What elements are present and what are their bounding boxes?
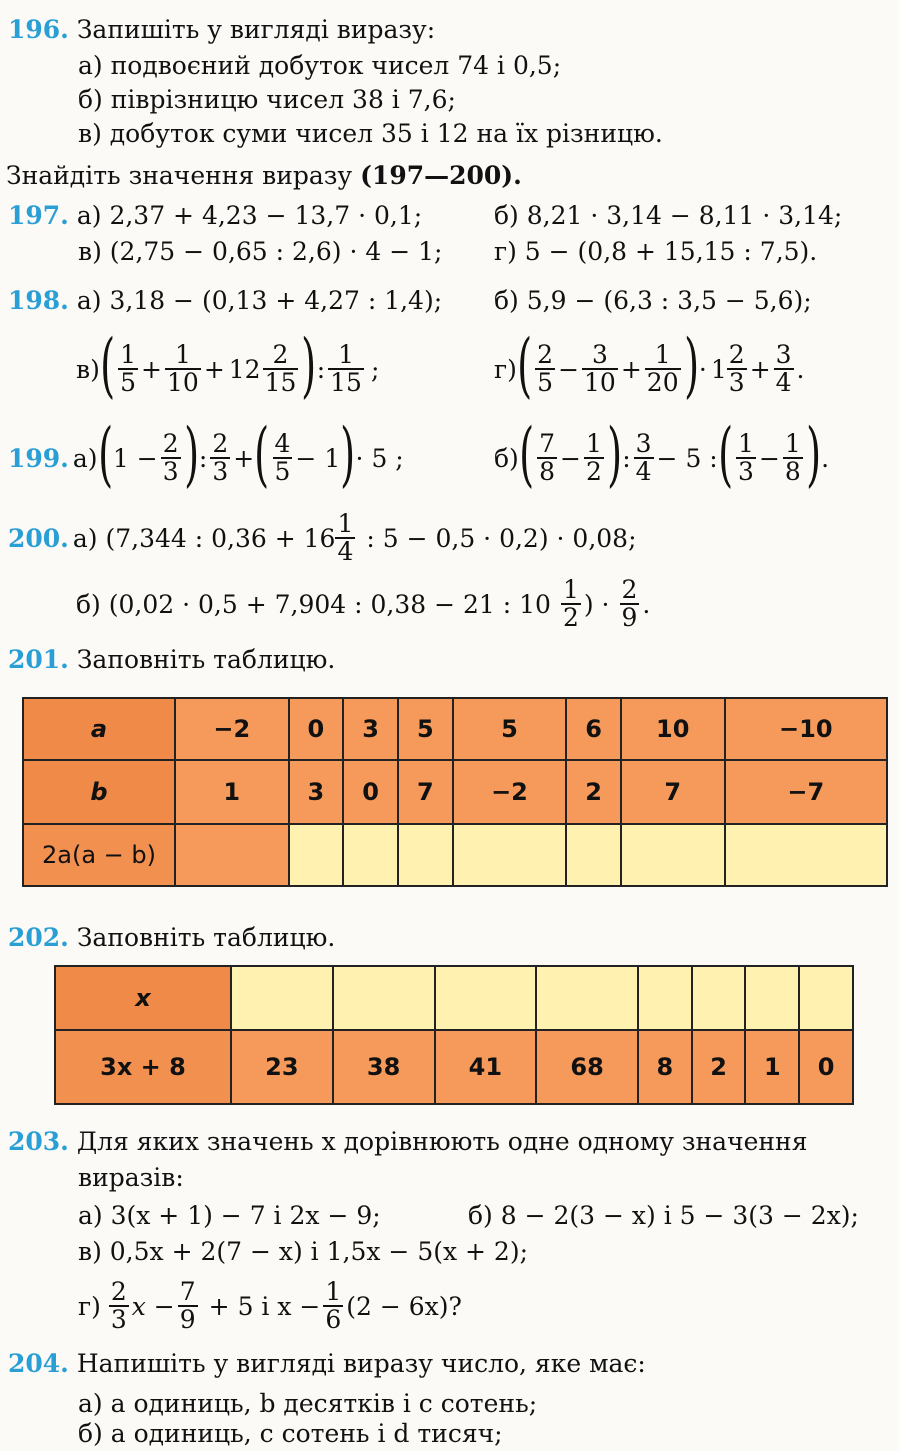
- item-label: в): [76, 354, 100, 384]
- problem-text: а) 3,18 − (0,13 + 4,27 : 1,4);: [76, 286, 443, 315]
- operator: +: [233, 443, 255, 473]
- operator: +: [749, 354, 771, 384]
- problem-text: Заповніть таблицю.: [76, 645, 336, 674]
- fraction: $\frac{1}{2}$: [562, 575, 579, 632]
- fraction: $\frac{3}{4}$: [635, 429, 652, 486]
- table-cell-empty: [175, 824, 289, 886]
- operator: :: [198, 443, 208, 473]
- punct: .: [642, 589, 651, 619]
- fraction: $\frac{7}{9}$: [179, 1277, 196, 1334]
- problem-198-c: [76, 324, 383, 406]
- table-row-x: [55, 966, 853, 1030]
- problem-203-a: а) 3(x + 1) − 7 і 2x − 9;: [78, 1201, 381, 1230]
- fraction: $\frac{4}{5}$: [274, 429, 291, 486]
- intro-range: (197—200).: [360, 161, 522, 190]
- problem-196-a: а) подвоєний добуток чисел 74 і 0,5;: [78, 51, 562, 80]
- fraction: $\frac{1}{6}$: [325, 1277, 342, 1334]
- problem-198-d: [494, 324, 805, 406]
- table-cell-empty: [566, 824, 621, 886]
- table-cell: 2: [566, 760, 621, 824]
- fraction: $\frac{1}{20}$: [646, 340, 679, 397]
- right-paren: ): [805, 413, 821, 495]
- problem-204-a: а) a одиниць, b десятків і c сотень;: [78, 1389, 538, 1418]
- term: ) ·: [583, 589, 610, 619]
- table-cell: 3: [343, 698, 398, 760]
- right-paren: ): [683, 324, 699, 406]
- punct: .: [821, 443, 830, 473]
- table-cell-empty: [725, 824, 887, 886]
- table-cell: 7: [621, 760, 725, 824]
- problem-number: 203.: [8, 1127, 69, 1156]
- table-cell: 7: [398, 760, 453, 824]
- operator: :: [316, 354, 326, 384]
- right-paren: ): [607, 413, 623, 495]
- table-cell-empty: [333, 966, 435, 1030]
- problem-number: 204.: [8, 1349, 69, 1378]
- table-cell-empty: [638, 966, 692, 1030]
- left-paren: (: [518, 413, 534, 495]
- fraction: $\frac{1}{3}$: [738, 429, 754, 486]
- row-header: a: [23, 698, 175, 760]
- table-cell-empty: [745, 966, 799, 1030]
- problem-text: Для яких значень x дорівнюють одне одному значення: [76, 1127, 808, 1156]
- problem-200-b: [76, 572, 650, 636]
- fraction: $\frac{2}{3}$: [162, 429, 179, 486]
- table-cell-empty: [398, 824, 453, 886]
- term: x −: [131, 1291, 175, 1321]
- problem-text: Заповніть таблицю.: [76, 923, 336, 952]
- table-cell: 0: [289, 698, 344, 760]
- fraction: $\frac{3}{10}$: [584, 340, 616, 397]
- table-cell-empty: [435, 966, 537, 1030]
- problem-201-header: [8, 644, 335, 676]
- table-cell: −2: [175, 698, 289, 760]
- left-paren: (: [717, 413, 733, 495]
- table-cell: −2: [453, 760, 567, 824]
- problem-203-header-cont: виразів:: [78, 1163, 184, 1192]
- table-cell: 1: [175, 760, 289, 824]
- problem-number: 201.: [8, 645, 69, 674]
- whole-part: 1: [710, 354, 727, 384]
- left-paren: (: [99, 324, 115, 406]
- problem-202-header: [8, 922, 335, 954]
- fraction: $\frac{1}{5}$: [120, 340, 137, 397]
- problem-197-c: в) (2,75 − 0,65 : 2,6) · 4 − 1;: [78, 237, 443, 266]
- table-cell-empty: [536, 966, 638, 1030]
- right-paren: ): [340, 413, 356, 495]
- item-label: а): [72, 443, 98, 473]
- table-cell-empty: [289, 824, 344, 886]
- table-cell: 5: [453, 698, 567, 760]
- operator: :: [622, 443, 631, 473]
- table-row-y: [55, 1030, 853, 1104]
- row-header: 3x + 8: [55, 1030, 231, 1104]
- term: (2 − 6x)?: [346, 1291, 462, 1321]
- fraction: $\frac{3}{4}$: [775, 340, 792, 397]
- term: 1 −: [112, 443, 158, 473]
- term: − 1: [295, 443, 341, 473]
- term: − 5 :: [656, 443, 718, 473]
- table-cell: 3: [289, 760, 344, 824]
- operator: +: [620, 354, 642, 384]
- operator: +: [203, 354, 225, 384]
- table-202: [54, 965, 854, 1105]
- problem-199-b: [494, 413, 830, 496]
- table-cell: 8: [638, 1030, 692, 1104]
- right-paren: ): [183, 413, 199, 495]
- row-header: x: [55, 966, 231, 1030]
- item-label: г): [494, 354, 517, 384]
- row-header: b: [23, 760, 175, 824]
- problem-197-d: г) 5 − (0,8 + 15,15 : 7,5).: [494, 237, 818, 266]
- table-cell-empty: [231, 966, 333, 1030]
- fraction: $\frac{2}{9}$: [621, 575, 638, 632]
- table-cell-empty: [621, 824, 725, 886]
- problem-203-c: в) 0,5x + 2(7 − x) і 1,5x − 5(x + 2);: [78, 1237, 528, 1266]
- table-row-b: [23, 760, 887, 824]
- problem-number: 198.: [8, 286, 69, 315]
- problem-text: а) 2,37 + 4,23 − 13,7 · 0,1;: [76, 201, 423, 230]
- table-row-a: [23, 698, 887, 760]
- item-label: б): [494, 443, 519, 473]
- term: + 5 і x −: [208, 1291, 321, 1321]
- table-cell: 6: [566, 698, 621, 760]
- problem-197-b: б) 8,21 · 3,14 − 8,11 · 3,14;: [494, 201, 843, 230]
- table-cell-empty: [692, 966, 746, 1030]
- table-cell: 5: [398, 698, 453, 760]
- problem-198-a: [8, 285, 442, 317]
- table-cell: 38: [333, 1030, 435, 1104]
- problem-203-header: [8, 1126, 808, 1158]
- operator: −: [560, 443, 581, 473]
- problem-199-a: [8, 413, 404, 496]
- term: б) (0,02 · 0,5 + 7,904 : 0,38 − 21 : 10: [76, 589, 551, 619]
- fraction: $\frac{2}{3}$: [728, 340, 745, 397]
- table-201: [22, 697, 888, 887]
- problem-number: 199.: [8, 443, 69, 473]
- table-row-result: [23, 824, 887, 886]
- problem-number: 202.: [8, 923, 69, 952]
- left-paren: (: [97, 413, 113, 495]
- table-cell: 68: [536, 1030, 638, 1104]
- fraction: $\frac{2}{15}$: [264, 340, 297, 397]
- fraction: $\frac{1}{8}$: [784, 429, 801, 486]
- problem-204-header: [8, 1348, 646, 1380]
- problem-203-b: б) 8 − 2(3 − x) і 5 − 3(3 − 2x);: [468, 1201, 859, 1230]
- table-cell: 23: [231, 1030, 333, 1104]
- problem-text: Напишіть у вигляді виразу число, яке має:: [76, 1349, 646, 1378]
- table-cell: 41: [435, 1030, 537, 1104]
- intro-text: Знайдіть значення виразу: [6, 161, 361, 190]
- operator: −: [558, 354, 580, 384]
- problem-196-b: б) піврізницю чисел 38 і 7,6;: [78, 85, 456, 114]
- left-paren: (: [254, 413, 270, 495]
- problem-number: 196.: [8, 15, 69, 44]
- fraction: $\frac{7}{8}$: [539, 429, 556, 486]
- operator: ·: [698, 354, 707, 384]
- fraction: $\frac{2}{5}$: [537, 340, 554, 397]
- table-cell: −10: [725, 698, 887, 760]
- table-cell-empty: [453, 824, 567, 886]
- problem-text: Запишіть у вигляді виразу:: [76, 15, 436, 44]
- item-label: г): [78, 1291, 101, 1321]
- problem-number: 200.: [8, 523, 69, 553]
- problem-number: 197.: [8, 201, 69, 230]
- problem-197-a: [8, 200, 422, 232]
- table-cell: −7: [725, 760, 887, 824]
- fraction: $\frac{1}{15}$: [330, 340, 362, 397]
- problem-203-d: [78, 1274, 462, 1338]
- right-paren: ): [301, 324, 317, 406]
- table-cell-empty: [799, 966, 853, 1030]
- term: а) (7,344 : 0,36 + 16: [72, 523, 336, 553]
- problem-200-a: [8, 506, 637, 570]
- punct: ;: [370, 354, 380, 384]
- section-intro: [6, 160, 522, 192]
- problem-204-b: б) a одиниць, c сотень і d тисяч;: [78, 1419, 503, 1448]
- fraction: $\frac{2}{3}$: [110, 1277, 127, 1334]
- term: : 5 − 0,5 · 0,2) · 0,08;: [366, 523, 637, 553]
- fraction: $\frac{1}{4}$: [337, 509, 354, 566]
- term: · 5 ;: [355, 443, 404, 473]
- table-cell: 1: [745, 1030, 799, 1104]
- problem-196-c: в) добуток суми чисел 35 і 12 на їх різницю.: [78, 119, 663, 148]
- problem-198-b: б) 5,9 − (6,3 : 3,5 − 5,6);: [494, 286, 812, 315]
- table-cell: 2: [692, 1030, 746, 1104]
- problem-196-header: [8, 14, 435, 46]
- left-paren: (: [517, 324, 533, 406]
- fraction: $\frac{1}{2}$: [585, 429, 602, 486]
- fraction: $\frac{2}{3}$: [212, 429, 229, 486]
- fraction: $\frac{1}{10}$: [167, 340, 199, 397]
- table-cell: 0: [799, 1030, 853, 1104]
- table-cell: 0: [343, 760, 398, 824]
- whole-part: 12: [228, 354, 261, 384]
- table-cell-empty: [343, 824, 398, 886]
- punct: .: [796, 354, 805, 384]
- table-cell: 10: [621, 698, 725, 760]
- operator: +: [141, 354, 162, 384]
- operator: −: [758, 443, 780, 473]
- row-header: 2a(a − b): [23, 824, 175, 886]
